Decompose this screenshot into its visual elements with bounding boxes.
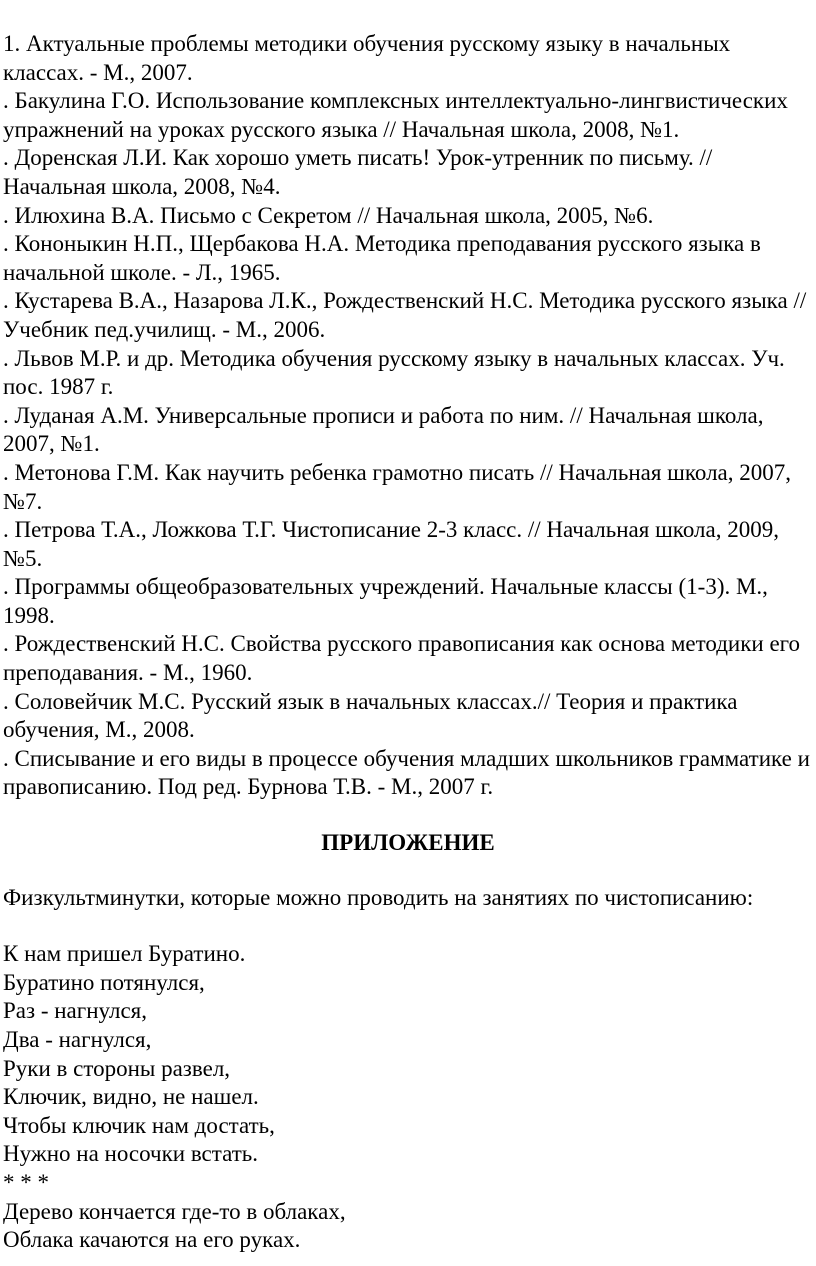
poem-line: К нам пришел Буратино.: [3, 941, 246, 967]
bibliography-entry: . Бакулина Г.О. Использование комплексных интеллектуально-лингвистических упражнений на уроках русского языка // Начальная школа, 2008, №1.: [3, 88, 788, 142]
bibliography-list: [3, 30, 816, 802]
poem-line: Ключик, видно, не нашел.: [3, 1084, 259, 1110]
bibliography-entry: . Списывание и его виды в процессе обучения младших школьников грамматике и правописанию. Под ред. Бурнова Т.В. - М., 2007 г.: [3, 745, 810, 800]
bibliography-entry: . Рождественский Н.С. Свойства русского правописания как основа методики его преподавания. - М., 1960.: [3, 631, 801, 686]
bibliography-entry: . Доренская Л.И. Как хорошо уметь писать! Урок-утренник по письму. // Начальная школа, 2008, №4.: [3, 145, 713, 199]
poem-line: Чтобы ключик нам достать,: [3, 1112, 275, 1138]
bibliography-entry: . Илюхина В.А. Письмо с Секретом // Начальная школа, 2005, №6.: [3, 202, 654, 228]
bibliography-entry: . Львов М.Р. и др. Методика обучения русскому языку в начальных классах. Уч. пос. 1987 г.: [3, 345, 785, 400]
bibliography-entry: 1. Актуальные проблемы методики обучения русскому языку в начальных классах. - М., 2007.: [3, 31, 731, 85]
appendix-heading: ПРИЛОЖЕНИЕ: [321, 830, 495, 856]
poem-line: Облака качаются на его руках.: [3, 1227, 301, 1253]
bibliography-entry: . Программы общеобразовательных учреждений. Начальные классы (1-3). М., 1998.: [3, 574, 768, 628]
stanza-separator: * * *: [3, 1169, 49, 1195]
poem-line: Раз - нагнулся,: [3, 998, 148, 1024]
appendix-intro: Физкультминутки, которые можно проводить на занятиях по чистописанию:: [3, 884, 754, 910]
bibliography-entry: . Кустарева В.А., Назарова Л.К., Рождественский Н.С. Методика русского языка // Учебник пед.училищ. - М., 2006.: [3, 288, 807, 342]
bibliography-entry: . Луданая А.М. Универсальные прописи и работа по ним. // Начальная школа, 2007, №1.: [3, 402, 764, 457]
bibliography-entry: . Кононыкин Н.П., Щербакова Н.А. Методика преподавания русского языка в начальной школе. - Л., 1965.: [3, 231, 761, 285]
poem-line: Два - нагнулся,: [3, 1027, 152, 1052]
poem-line: Буратино потянулся,: [3, 969, 205, 995]
poem-line: Руки в стороны развел,: [3, 1055, 231, 1081]
bibliography-entry: . Петрова Т.А., Ложкова Т.Г. Чистописание 2-3 класс. // Начальная школа, 2009, №5.: [3, 517, 779, 571]
poem-line: Нужно на носочки встать.: [3, 1141, 258, 1167]
bibliography-entry: . Метонова Г.М. Как научить ребенка грамотно писать // Начальная школа, 2007, №7.: [3, 459, 792, 514]
poem-line: Дерево кончается где-то в облаках,: [3, 1198, 346, 1224]
poem: [3, 940, 816, 1255]
bibliography-entry: . Соловейчик М.С. Русский язык в начальных классах.// Теория и практика обучения, М., 2008.: [3, 688, 738, 743]
